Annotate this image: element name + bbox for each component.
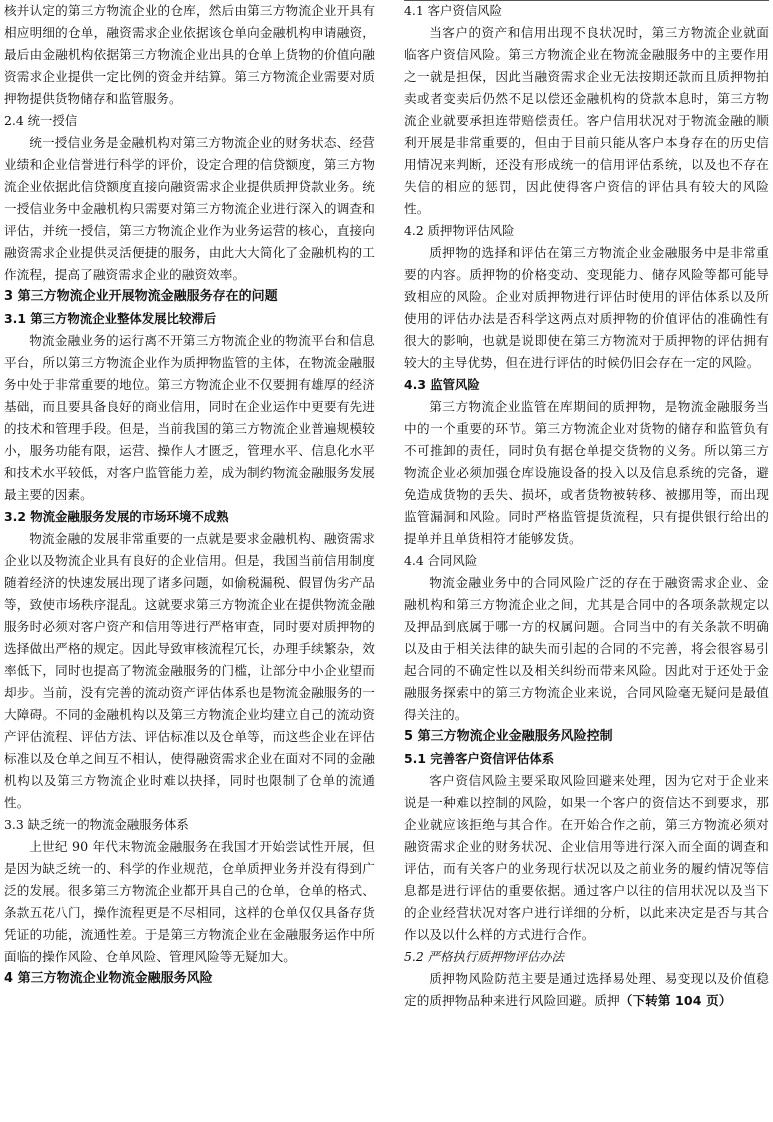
left-column — [4, 0, 375, 990]
section-heading: 4 第三方物流企业物流金融服务风险 — [4, 971, 213, 986]
paragraph: 质押物风险防范主要是通过选择易处理、易变现以及价值稳定的质押物品种来进行风险回避。质押（下转第 104 页） — [404, 971, 769, 1008]
subsection-heading: 5.2 严格执行质押物评估办法 — [404, 949, 564, 964]
subsection-heading: 2.4 统一授信 — [4, 113, 78, 128]
paragraph: 第三方物流企业监管在库期间的质押物，是物流金融服务当中的一个重要的环节。第三方物流企业对货物的储存和监管负有不可推卸的责任，同时负有据仓单提交货物的义务。所以第三方物流企业必须加强仓库设施设备的投入以及信息系统的完备，避免造成货物的丢失、损坏，或者货物被转移、被挪用等，而出现监管漏洞和风险。同时严格监管提货流程，只有提供银行给出的提单并且单货相符才能够发货。 — [404, 399, 769, 546]
paragraph: 核并认定的第三方物流企业的仓库，然后由第三方物流企业开具有相应明细的仓单，融资需求企业依据该仓单向金融机构申请融资，最后由金融机构依据第三方物流企业出具的仓单上货物的价值向融资需求企业提供一定比例的资金并结算。第三方物流企业需要对质押物提供货物储存和监管服务。 — [4, 3, 375, 106]
paragraph: 客户资信风险主要采取风险回避来处理，因为它对于企业来说是一种难以控制的风险，如果一个客户的资信达不到要求，那企业就应该拒绝与其合作。在开始合作之前，第三方物流必须对融资需求企业的财务状况、企业信用等进行深入而全面的调查和评估，而有关客户的业务现行状况以及之前业务的履约情况等信息都是进行评估的重要依据。通过客户以往的信用状况以及当下的企业经营状况对客户进行详细的分析，以此来决定是否与其合作以及以什么样的方式进行合作。 — [404, 773, 769, 942]
subsection-heading: 3.2 物流金融服务发展的市场环境不成熟 — [4, 509, 229, 524]
paragraph: 上世纪 90 年代末物流金融服务在我国才开始尝试性开展，但是因为缺乏统一的、科学的作业规范，仓单质押业务并没有得到广泛的发展。很多第三方物流企业都开具自己的仓单，仓单的格式、条款五花八门，操作流程更是不尽相同，这样的仓单仅仅具备存货凭证的功能，流通性差。于是第三方物流企业在金融服务运作中所面临的操作风险、仓单风险、管理风险等无疑加大。 — [4, 839, 375, 964]
paragraph: 统一授信业务是金融机构对第三方物流企业的财务状态、经营业绩和企业信誉进行科学的评价，设定合理的信贷额度，第三方物流企业依据此信贷额度直接向融资需求企业提供质押贷款业务。统一授信业务中金融机构只需要对第三方物流企业进行深入的调查和评估，并统一授信，第三方物流企业作为业务运营的核心，直接向融资需求企业提供灵活便捷的服务，由此大大简化了金融机构的工作流程，提高了融资需求企业的融资效率。 — [4, 135, 375, 282]
continued-note: （下转第 104 页） — [619, 993, 732, 1008]
subsection-heading: 3.1 第三方物流企业整体发展比较滞后 — [4, 311, 217, 326]
section-heading: 3 第三方物流企业开展物流金融服务存在的问题 — [4, 289, 278, 304]
subsection-heading: 5.1 完善客户资信评估体系 — [404, 751, 555, 766]
paragraph: 物流金融的发展非常重要的一点就是要求金融机构、融资需求企业以及物流企业具有良好的企业信用。但是，我国当前信用制度随着经济的快速发展出现了诸多问题，如偷税漏税、假冒伪劣产品等，致使市场秩序混乱。这就要求第三方物流企业在提供物流金融服务时必须对客户资产和信用等进行严格审查，同时要对质押物的选择做出严格的规定。因此导致审核流程冗长，办理手续繁杂，效率低下，同时也提高了物流金融服务的门槛，让部分中小企业望而却步。当前，没有完善的流动资产评估体系也是物流金融服务的一大障碍。不同的金融机构以及第三方物流企业均建立自己的流动资产评估流程、评估方法、评估标准以及仓单等，而这些企业在评估标准以及仓单之间互不相认，使得融资需求企业在面对不同的金融机构以及第三方物流企业时难以抉择，同时也限制了仓单的流通性。 — [4, 531, 375, 810]
subsection-heading: 4.4 合同风险 — [404, 553, 478, 568]
paragraph: 当客户的资产和信用出现不良状况时，第三方物流企业就面临客户资信风险。第三方物流企业在物流金融服务中的主要作用之一就是担保，因此当融资需求企业无法按期还款而且质押物拍卖或者变卖后仍然不足以偿还金融机构的贷款本息时，第三方物流企业就要承担连带赔偿责任。客户信用状况对于物流金融的顺利开展是非常重要的，但由于目前只能从客户本身存在的历史信用情况来判断，还没有形成统一的信用评估系统，以及也不存在失信的相应的惩罚，因此使得客户资信的评估具有较大的风险性。 — [404, 25, 769, 216]
subsection-heading: 4.1 客户资信风险 — [404, 3, 502, 18]
paragraph: 物流金融业务的运行离不开第三方物流企业的物流平台和信息平台，所以第三方物流企业作为质押物监管的主体，在物流金融服务中处于非常重要的地位。第三方物流企业不仅要拥有雄厚的经济基础，而且要具备良好的商业信用，同时在企业运作中更要有先进的技术和管理手段。但是，当前我国的第三方物流企业普遍规模较小，服务功能有限，运营、操作人才匮乏，管理水平、信息化水平和技术水平较低，对客户监管能力差，成为制约物流金融服务发展最主要的因素。 — [4, 333, 375, 502]
right-column — [404, 0, 769, 1012]
subsection-heading: 4.2 质押物评估风险 — [404, 223, 515, 238]
paragraph: 物流金融业务中的合同风险广泛的存在于融资需求企业、金融机构和第三方物流企业之间，尤其是合同中的各项条款规定以及押品到底属于哪一方的权属问题。合同当中的有关条款不明确以及由于相关法律的缺失而引起的合同的不完善，将会很容易引起合同的不确定性以及相关纠纷而带来风险。因此对于还处于金融服务探索中的第三方物流企业来说，合同风险毫无疑问是最值得关注的。 — [404, 575, 769, 722]
section-heading: 5 第三方物流企业金融服务风险控制 — [404, 729, 613, 744]
subsection-heading: 3.3 缺乏统一的物流金融服务体系 — [4, 817, 189, 832]
paragraph: 质押物的选择和评估在第三方物流企业金融服务中是非常重要的内容。质押物的价格变动、变现能力、储存风险等都可能导致相应的风险。企业对质押物进行评估时使用的评估体系以及所使用的评估办法是否科学这两点对质押物的价值评估的准确性有很大的影响，也就是说即使在第三方物流对于质押物的评估拥有较大的主导优势，但在进行评估的时候仍旧会存在一定的风险。 — [404, 245, 769, 370]
subsection-heading: 4.3 监管风险 — [404, 377, 480, 392]
